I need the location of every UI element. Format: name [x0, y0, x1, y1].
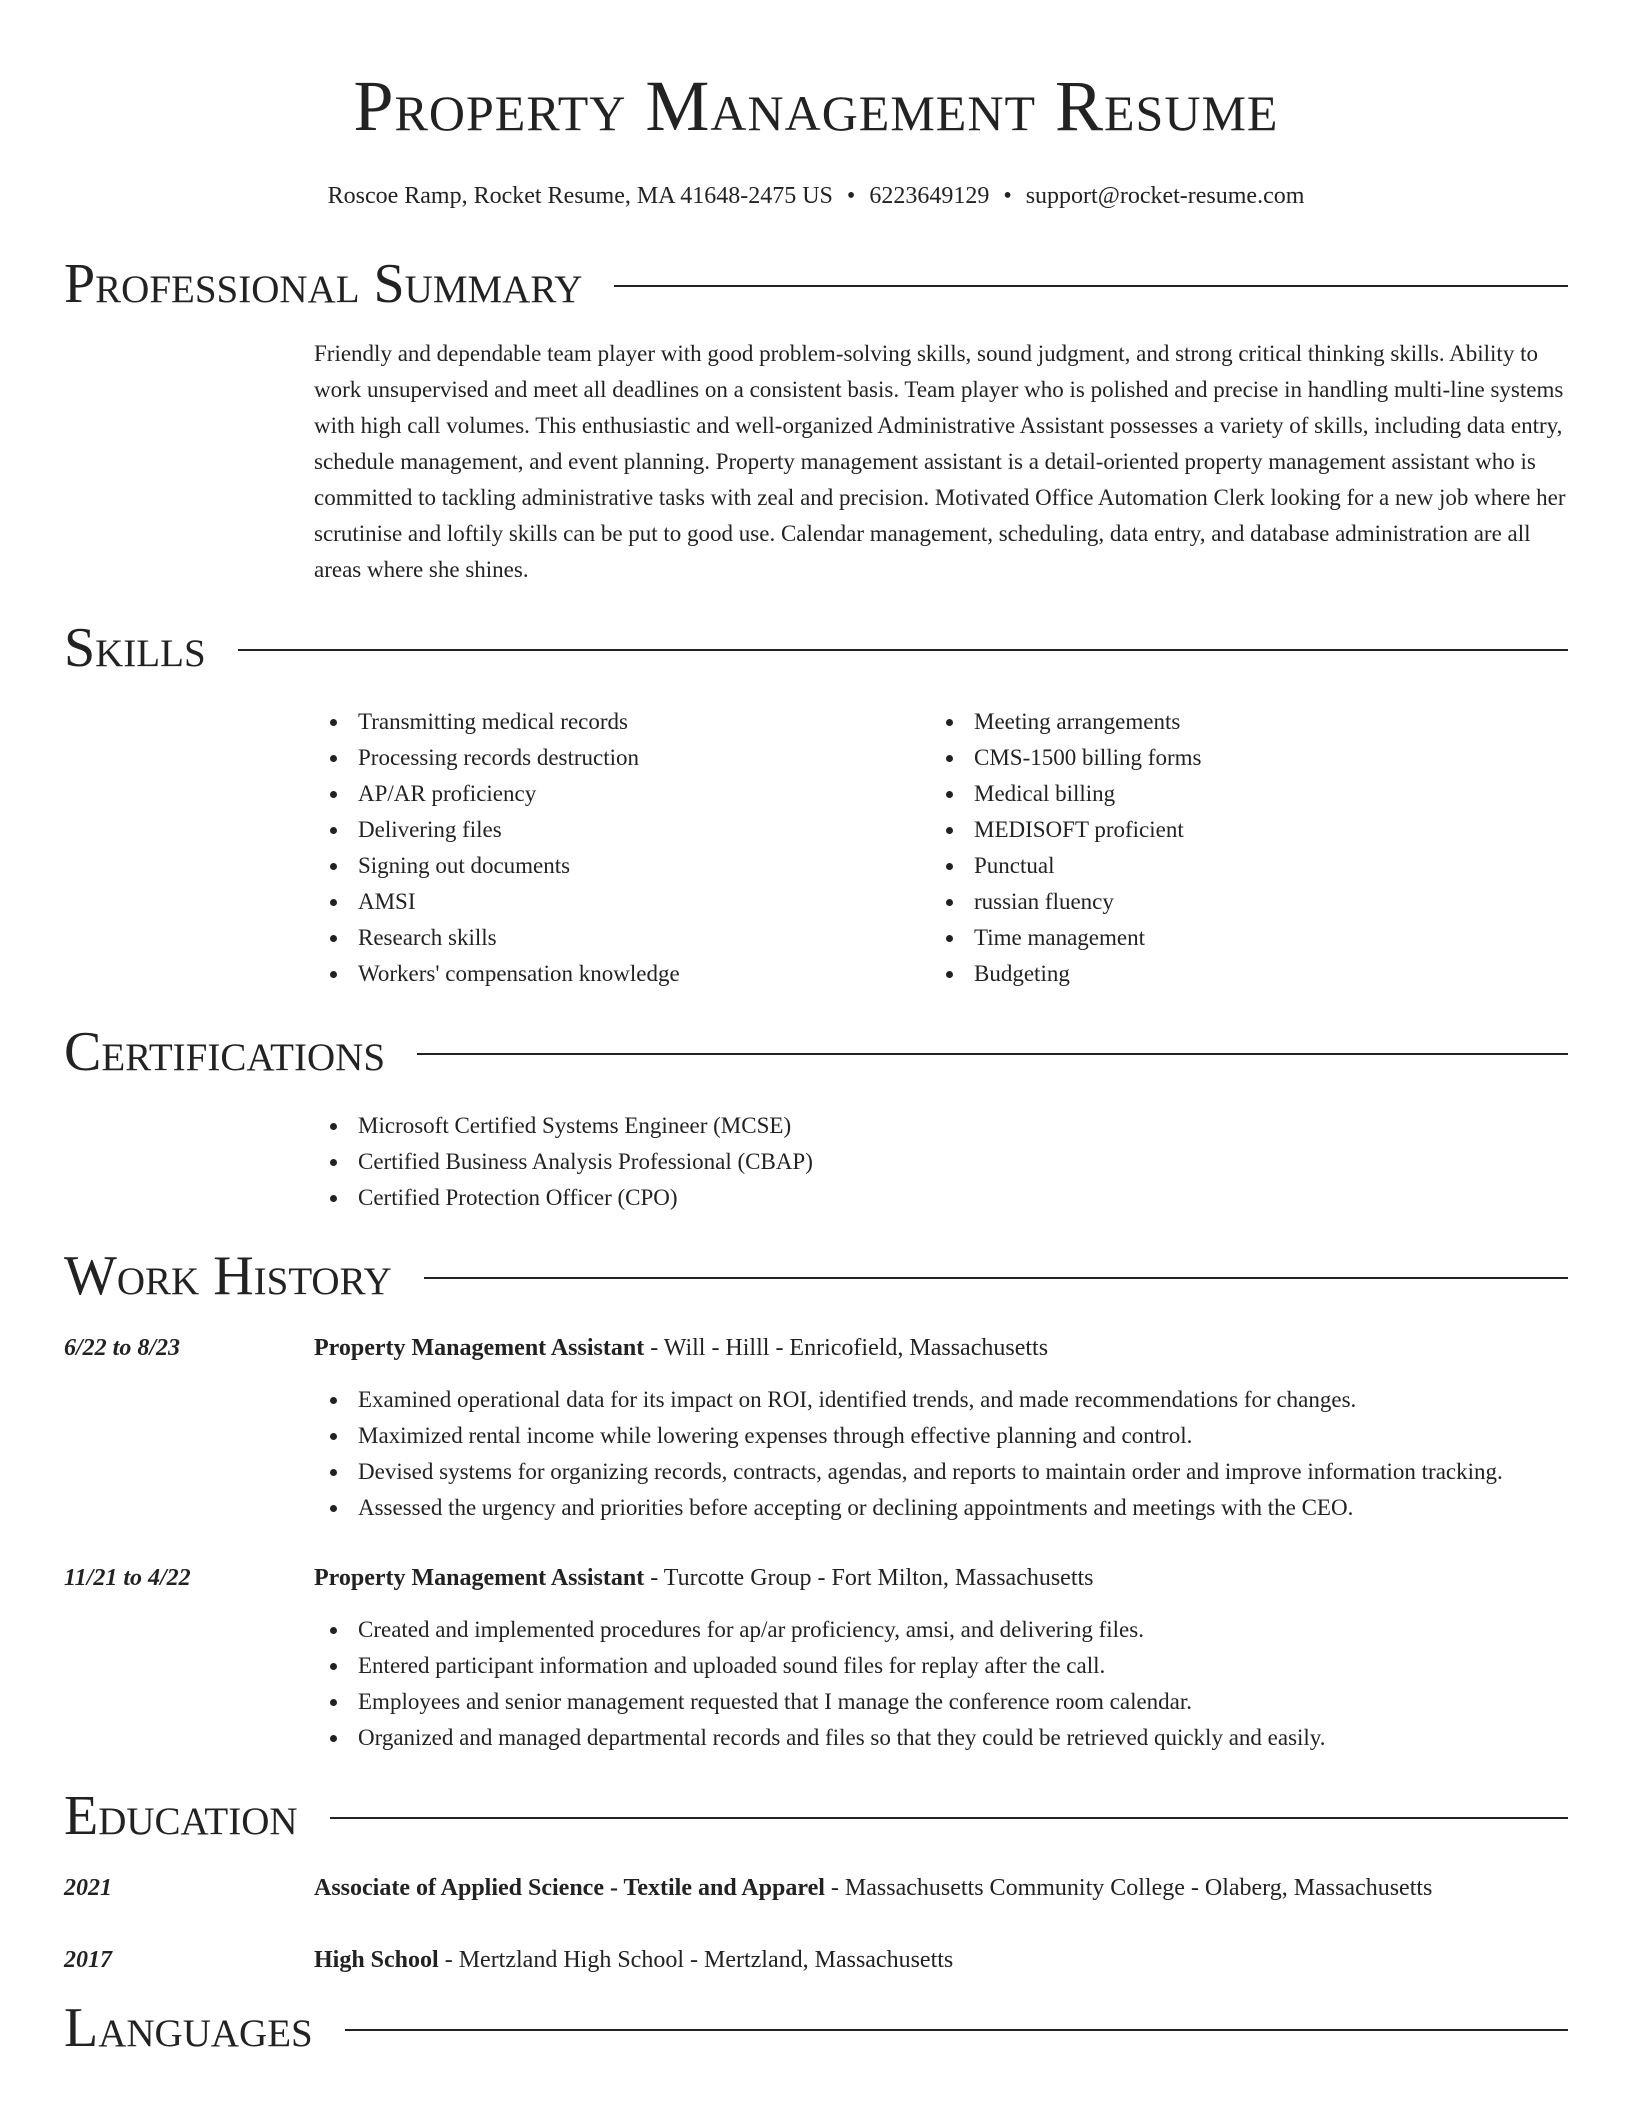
section-summary-header	[64, 252, 1568, 316]
list-item: Transmitting medical records	[358, 704, 930, 740]
section-rule	[238, 649, 1568, 651]
list-item: Workers' compensation knowledge	[358, 956, 930, 992]
education-details: - Mertzland High School - Mertzland, Massachusetts	[438, 1947, 954, 1973]
job-details: - Turcotte Group - Fort Milton, Massachusetts	[644, 1565, 1094, 1591]
section-certifications-header	[64, 1020, 1568, 1084]
education-details: - Massachusetts Community College - Olaberg, Massachusetts	[824, 1875, 1433, 1901]
list-item: Processing records destruction	[358, 740, 930, 776]
education-title-line	[314, 1942, 953, 1978]
list-item: Budgeting	[974, 956, 1546, 992]
section-heading: Education	[64, 1785, 298, 1847]
section-heading: Skills	[64, 617, 206, 679]
list-item: CMS-1500 billing forms	[974, 740, 1546, 776]
job-title-line	[314, 1330, 1568, 1366]
list-item: Medical billing	[974, 776, 1546, 812]
list-item: Research skills	[358, 920, 930, 956]
section-work-header	[64, 1244, 1568, 1308]
job-body	[314, 1560, 1568, 1756]
summary-text: Friendly and dependable team player with good problem-solving skills, sound judgment, and strong critical thinking skills. Ability to work unsupervised and meet all deadlines on a consistent basis. Team player who is polished and precise in handling multi-line systems with high call volumes. This enthusiastic and well-organized Administrative Assistant possesses a variety of skills, including data entry, schedule management, and event planning. Property management assistant is a detail-oriented property management assistant who is committed to tackling administrative tasks with zeal and precision. Motivated Office Automation Clerk looking for a new job where her scrutinise and loftily skills can be put to good use. Calendar management, scheduling, data entry, and database administration are all areas where she shines.	[314, 341, 1566, 582]
list-item: Created and implemented procedures for ap/ar proficiency, amsi, and delivering files.	[358, 1612, 1568, 1648]
job-bullets	[314, 1612, 1568, 1756]
list-item: Signing out documents	[358, 848, 930, 884]
job-dates: 6/22 to 8/23	[64, 1335, 181, 1361]
job-title: Property Management Assistant	[314, 1565, 645, 1591]
job-body	[314, 1330, 1568, 1526]
section-heading: Work History	[64, 1245, 392, 1307]
list-item: Entered participant information and uploaded sound files for replay after the call.	[358, 1648, 1568, 1684]
resume-title: Property Management Resume	[353, 66, 1279, 146]
skills-list-right	[930, 704, 1546, 992]
contact-phone: 6223649129	[869, 183, 990, 209]
list-item: Delivering files	[358, 812, 930, 848]
section-rule	[417, 1053, 1568, 1055]
job-dates: 11/21 to 4/22	[64, 1565, 191, 1591]
section-heading: Professional Summary	[64, 253, 583, 315]
section-rule	[614, 285, 1568, 287]
certifications-list	[314, 1108, 1568, 1216]
section-skills-header	[64, 616, 1568, 680]
list-item: Examined operational data for its impact on ROI, identified trends, and made recommendations for changes.	[358, 1382, 1568, 1418]
contact-separator: •	[846, 183, 856, 209]
certifications-items	[314, 1108, 1568, 1216]
job-entry	[64, 1330, 1568, 1526]
list-item: Devised systems for organizing records, contracts, agendas, and reports to maintain order and improve information tracking.	[358, 1454, 1568, 1490]
skills-list-left	[314, 704, 930, 992]
contact-separator: •	[1003, 183, 1012, 209]
section-rule	[424, 1277, 1568, 1279]
list-item: Microsoft Certified Systems Engineer (MCSE)	[358, 1108, 1568, 1144]
list-item: Meeting arrangements	[974, 704, 1546, 740]
section-heading: Certifications	[64, 1021, 386, 1083]
list-item: Punctual	[974, 848, 1546, 884]
list-item: Assessed the urgency and priorities before accepting or declining appointments and meetings with the CEO.	[358, 1490, 1568, 1526]
section-rule	[345, 2029, 1568, 2031]
education-degree: High School	[314, 1947, 439, 1973]
list-item: Organized and managed departmental records and files so that they could be retrieved quickly and easily.	[358, 1720, 1568, 1756]
contact-address: Roscoe Ramp, Rocket Resume, MA 41648-2475 US	[327, 183, 833, 209]
education-degree: Associate of Applied Science - Textile and Apparel	[314, 1875, 825, 1901]
list-item: Employees and senior management requested that I manage the conference room calendar.	[358, 1684, 1568, 1720]
list-item: MEDISOFT proficient	[974, 812, 1546, 848]
list-item: Maximized rental income while lowering expenses through effective planning and control.	[358, 1418, 1568, 1454]
list-item: AP/AR proficiency	[358, 776, 930, 812]
education-entry	[64, 1870, 1568, 1906]
section-languages-header	[64, 1996, 1568, 2060]
section-heading: Languages	[64, 1997, 313, 2059]
job-entry	[64, 1560, 1568, 1756]
education-title-line	[314, 1870, 1432, 1906]
section-education-header	[64, 1784, 1568, 1848]
list-item: AMSI	[358, 884, 930, 920]
education-entry	[64, 1942, 1568, 1978]
section-rule	[330, 1817, 1568, 1819]
contact-line	[64, 180, 1568, 212]
contact-email[interactable]: support@rocket-resume.com	[1025, 183, 1305, 209]
education-year: 2021	[64, 1875, 112, 1901]
list-item: russian fluency	[974, 884, 1546, 920]
job-title: Property Management Assistant	[314, 1335, 645, 1361]
list-item: Time management	[974, 920, 1546, 956]
education-year: 2017	[64, 1947, 112, 1973]
list-item: Certified Protection Officer (CPO)	[358, 1180, 1568, 1216]
job-bullets	[314, 1382, 1568, 1526]
list-item: Certified Business Analysis Professional (CBAP)	[358, 1144, 1568, 1180]
job-title-line	[314, 1560, 1568, 1596]
job-details: - Will - Hilll - Enricofield, Massachusetts	[644, 1335, 1049, 1361]
skills-grid	[314, 704, 1568, 992]
